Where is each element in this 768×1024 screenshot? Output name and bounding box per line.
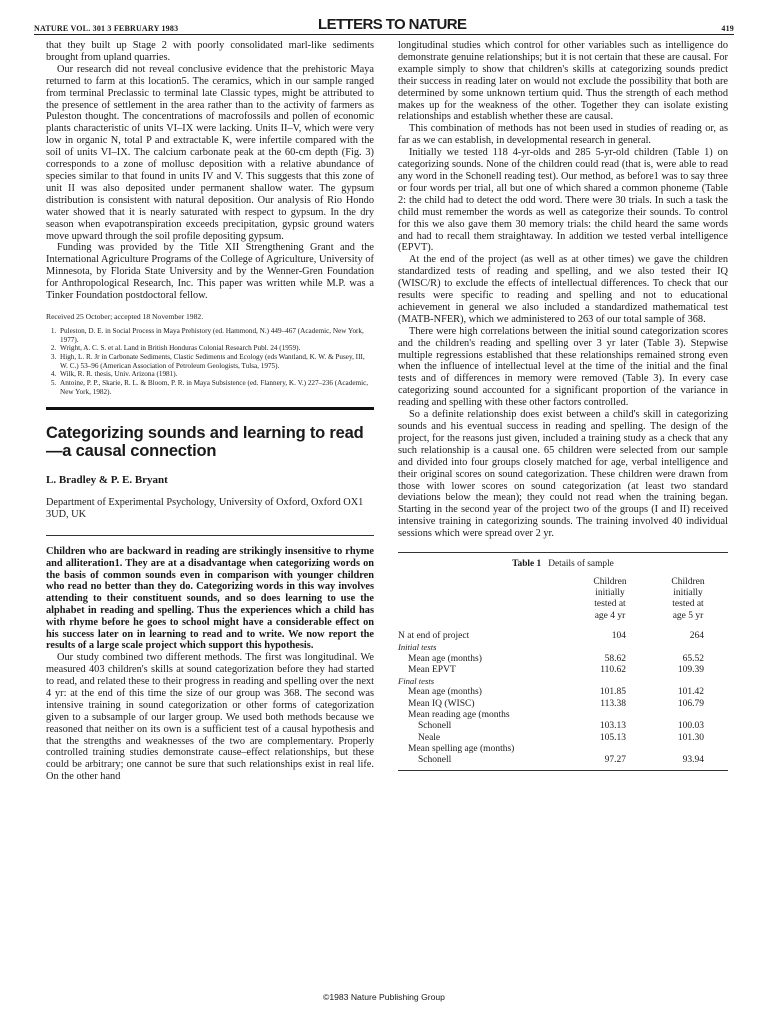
prev-article-paragraph: that they built up Stage 2 with poorly consolidated marl-like sediments brought from upland quarries. [46,40,374,63]
cell-age4: 103.13 [599,721,626,732]
cell-age4: 101.85 [599,687,626,698]
body-paragraph: Our study combined two different methods. The first was longitudinal. We measured 403 children's skills at sound categorization before they had started to read, and related these to their progress in reading and spelling over the next 4 yr: at the end of this time the size of our group was 368. The second was intensive training in sound categorization or other forms of categorization given to a subsample of our larger group. We used both methods because we reasoned that neither on its own is a sufficient test of a causal hypothesis and that the strengths and weaknesses of the two are complementary. Properly controlled training studies demonstrate cause–effect relationships, but these could be arbitrary; one cannot be sure that such relationships exist in real life. On the other hand [46,652,374,783]
row-label: Neale [418,732,441,743]
cell-age5: 100.03 [677,721,704,732]
journal-citation: NATURE VOL. 301 3 FEBRUARY 1983 [34,24,179,33]
table-row [398,665,728,676]
cell-age5: 264 [689,630,704,641]
reference-item: 3. High, L. R. Jr in Carbonate Sediments, Clastic Sediments and Ecology (eds Wantland, K. W. & Pusey, III, W. C.) 53–96 (American Association of Petroleum Geologists, Tulsa, 1975). [58,353,374,370]
article-title: Categorizing sounds and learning to read—a causal connection [46,423,364,460]
table-bottom-rule [398,770,728,771]
cell-age5: 93.94 [682,755,704,766]
row-label: Mean age (months) [408,687,482,698]
header-line: age 5 yr [672,610,704,621]
row-label: Mean age (months) [408,653,482,664]
column-header-age4 [570,577,650,622]
reference-item: 1. Puleston, D. E. in Social Process in Maya Prehistory (ed. Hammond, N.) 449–467 (Academic, New York, 1977). [58,327,374,344]
header-line: tested at [594,599,626,610]
table-header [398,577,728,631]
row-label: N at end of project [398,630,470,641]
copyright-footer: ©1983 Nature Publishing Group [323,992,445,1002]
reference-item: 4. Wilk, R. R. thesis, Univ. Arizona (1981). [58,370,374,379]
table-row [398,721,728,732]
cell-age5: 106.79 [677,698,704,709]
header-line: Children [593,576,627,587]
body-paragraph: longitudinal studies which control for other variables such as intelligence do demonstrate genuine relationships; but it is not certain that these are causal. For example simply to show that children's skills at categorizing sounds predict their success in reading later on would not exclude the possibility that both are determined by some unknown tertium quid. Thus the strength of each method makes up for the weakness of the other. Together they can isolate existing relationships and establish whether these are causal. [398,40,728,123]
header-line: initially [673,588,703,599]
cell-age5: 101.42 [677,687,704,698]
column-header-age5 [648,577,728,622]
body-paragraph: There were high correlations between the initial sound categorization scores and the children's reading and spelling over 3 yr later (Table 3). Stepwise multiple regressions established that these relationships remained strong even when the influence of intellectual level at the time of the initial and the final tests and of differences in memory were removed (Table 3). In every case categorizing sound accounted for a significant proportion of the variance in reading and spelling with these other factors controlled. [398,325,728,409]
table-row [398,687,728,698]
header-rule [34,34,734,35]
cell-age5: 101.30 [677,732,704,743]
body-paragraph: This combination of methods has not been used in studies of reading or, as far as we can establish, in developmental research in general. [398,123,728,147]
cell-age5: 109.39 [677,664,704,675]
article-divider [46,407,374,410]
reference-list [46,327,374,397]
table-row [398,744,728,755]
left-column [46,40,374,783]
reference-item: 2. Wright, A. C. S. et al. Land in British Honduras Colonial Research Publ. 24 (1959). [58,344,374,353]
table-row [398,733,728,744]
row-label: Schonell [418,755,452,766]
row-label: Final tests [398,676,435,687]
header-line: age 4 yr [594,610,626,621]
row-label: Mean reading age (months [408,710,510,721]
cell-age5: 65.52 [682,653,704,664]
page-number: 419 [721,24,734,33]
acknowledgements-paragraph: Funding was provided by the Title XII Strengthening Grant and the International Agriculture Programs of the College of Agriculture, University of Minnesota, by Florida State University and by the Wenner-Gren Foundation for Anthropological Research, Inc. This paper was written while M.P. was a Tinker Foundation postdoctoral fellow. [46,242,374,302]
table-row [398,755,728,766]
row-label: Mean EPVT [408,664,456,675]
abstract-divider [46,535,374,536]
author-affiliation: Department of Experimental Psychology, University of Oxford, Oxford OX1 3UD, UK [46,497,364,521]
body-paragraph: At the end of the project (as well as at other times) we gave the children standardized tests of reading and spelling, and we also tested their IQ (WISC/R) to exclude the effects of intellectual differences. To check that our results were specific to reading and spelling and not to educational achievement in general we also included a standardized mathematical test (MATB-NFER), which we administered to 263 of our total sample of 368. [398,254,728,325]
cell-age4: 58.62 [604,653,626,664]
article-abstract: Children who are backward in reading are strikingly insensitive to rhyme and alliteration1. They are at a disadvantage when categorizing words on the basis of common sounds even in comparison with younger children who read no better than they do. Categorizing words in this way involves attending to their constituent sounds, and so does learning to use the alphabet in reading and spelling. Thus the experiences which a child has with rhyme before he goes to school might have a considerable effect on his success later on in learning to read and to write. We now report the results of a large scale project which support this hypothesis. [46,546,374,652]
table-body [398,631,728,767]
received-date: Received 25 October; accepted 18 November 1982. [46,311,204,321]
table-top-rule [398,552,728,553]
cell-age4: 105.13 [599,732,626,743]
section-title: LETTERS TO NATURE [318,16,467,33]
cell-age4: 110.62 [600,664,626,675]
reference-item: 5. Antoine, P. P., Skarie, R. L. & Bloom, P. R. in Maya Subsistence (ed. Flannery, K. V.) 227–236 (Academic, New York, 1982). [58,379,374,396]
row-label: Initial tests [398,642,437,653]
table-label: Table 1 [512,559,542,570]
table-row [398,710,728,721]
header-line: initially [595,588,625,599]
table-caption: Details of sample [548,559,614,570]
running-header [34,16,734,36]
header-line: Children [671,576,705,587]
table-row [398,642,728,653]
table-row [398,654,728,665]
table-row [398,676,728,687]
table-row [398,631,728,642]
article-authors: L. Bradley & P. E. Bryant [46,473,168,486]
body-paragraph: Initially we tested 118 4-yr-olds and 285 5-yr-old children (Table 1) on categorizing sounds. None of the children could read (that is, were able to read any word in the Schonell reading test). Our method, as before1 was to say three or four words per trial, all but one of which shared a common phoneme (Table 2: the child had to detect the odd word. There were 30 trials. In such a task the child must remember the words as well as categorize their sounds. To control for this we also gave them 30 memory trials: the child heard the same words and had to recall them straightaway. In addition we tested verbal intelligence (EPVT). [398,147,728,254]
sample-table [398,552,728,770]
cell-age4: 104 [611,630,626,641]
prev-article-paragraph: Our research did not reveal conclusive evidence that the prehistoric Maya returned to farm at this location5. The ceramics, which in our sample ranged from terminal Preclassic to terminal late Classic types, might be attributed to the presence of settlement in the area rather than to the activity of farmers as Puleston thought. The concentrations of macrofossils and pollen of economic plants characteristic of units VI–IX were lacking. Units II–V, which were very low in organic N, total P and extractable K, were infertile compared with the soil of units VI–IX. The calcium carbonate peak at the 60-cm depth (Fig. 3) corresponds to a zone of mollusc deposition with a relative abundance of species similar to that found in units IV and V. This suggests that this zone of unit II was also deposited under permanent shallow water. The gypsum distribution is consistent with natural deposition. Our analysis of Rio Hondo water showed that it is nearly saturated with respect to gypsum. In the dry season when evapotranspiration exceeds precipitation, gypsic ground waters move upward through the soil profile depositing gypsum. [46,63,374,242]
row-label: Mean spelling age (months) [408,743,515,754]
table-row [398,699,728,710]
cell-age4: 97.27 [604,755,626,766]
cell-age4: 113.38 [600,698,626,709]
right-column [398,40,728,771]
table-title [398,559,728,571]
row-label: Schonell [418,721,452,732]
header-line: tested at [672,599,704,610]
row-label: Mean IQ (WISC) [408,698,475,709]
body-paragraph: So a definite relationship does exist between a child's skill in categorizing sounds and his eventual success in reading and spelling. The design of the project, for the reasons just given, included a training study as a check that any such relationship is a causal one. 65 children were selected from our sample and divided into four groups closely matched for age, verbal intelligence and their original scores on sound categorization. These children were drawn from those with lower scores on sound categorization (at least two standard deviations below the mean); they could not read when the training began. Starting in the second year of the project two of the groups (I and II) received intensive training in categorizing sounds. The training involved 40 individual sessions which were spread over 2 yr. [398,409,728,540]
